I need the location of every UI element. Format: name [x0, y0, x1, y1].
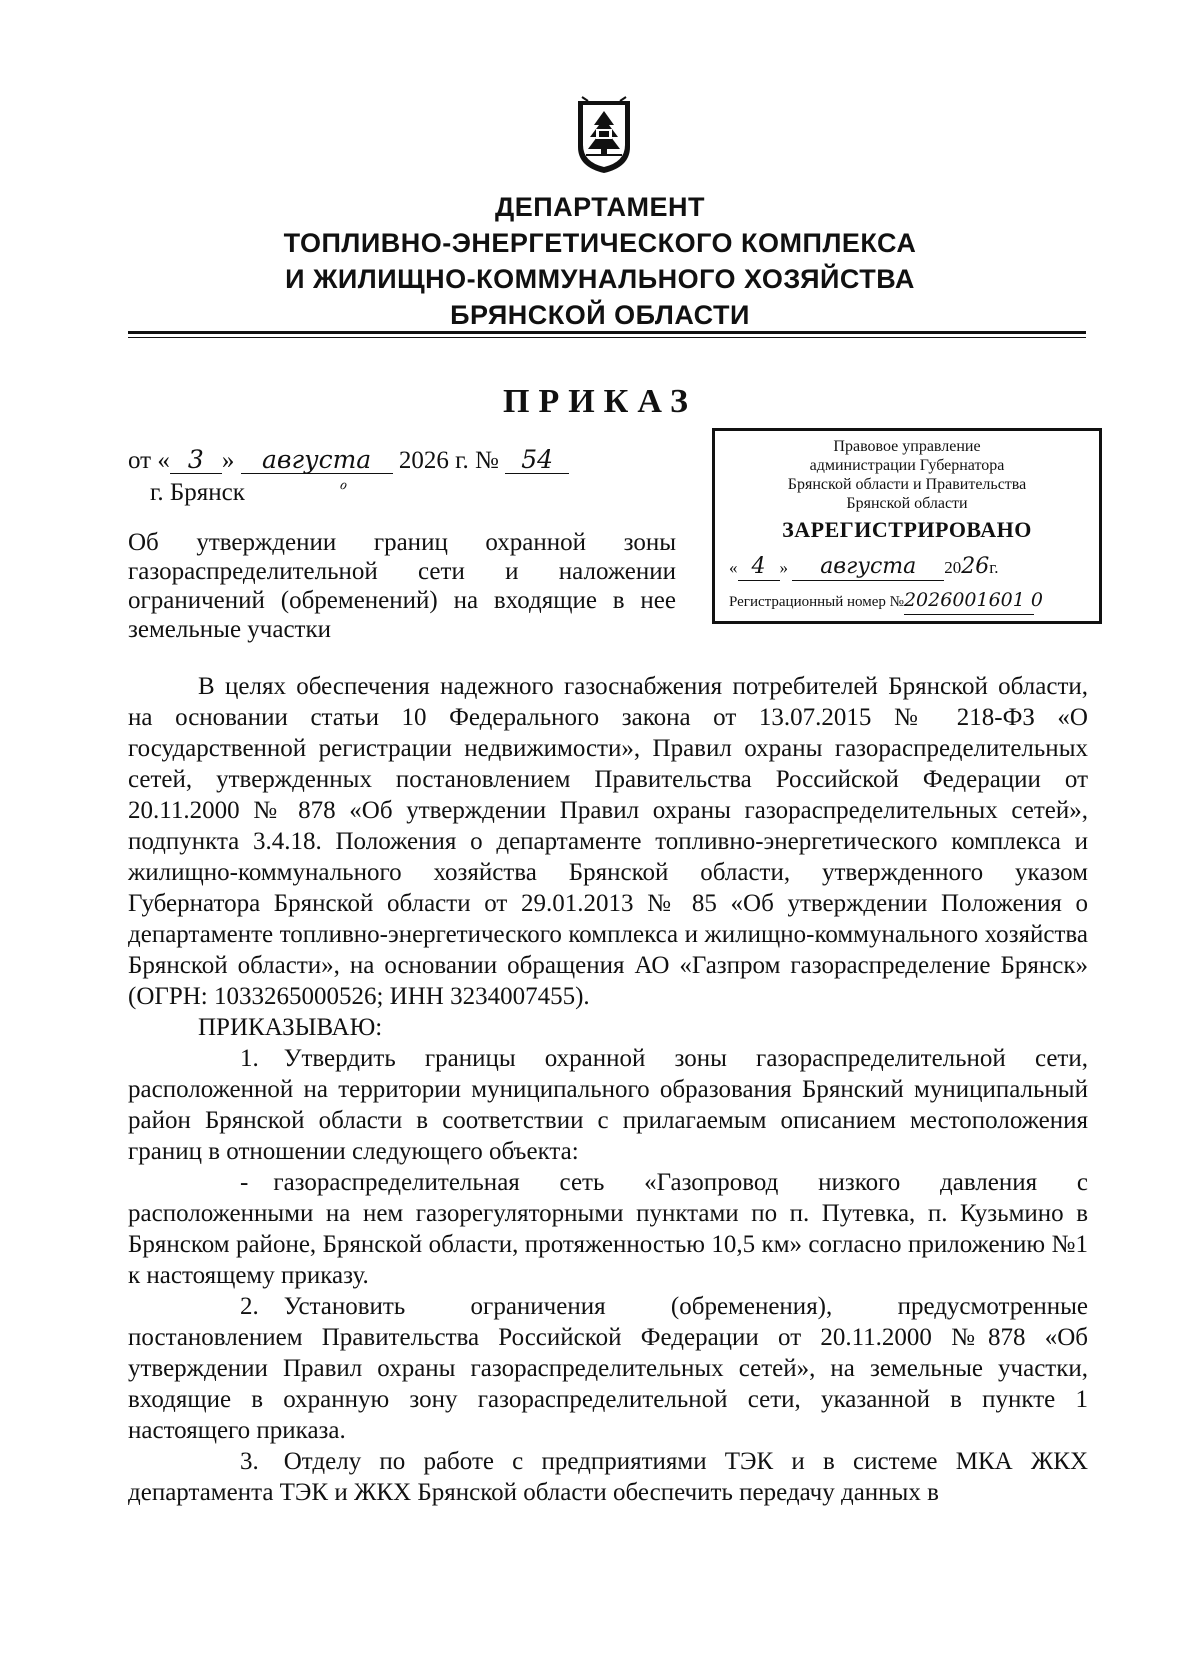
order-year: 2026 г.	[398, 447, 469, 474]
department-line-3: И ЖИЛИЩНО-КОММУНАЛЬНОГО ХОЗЯЙСТВА	[285, 264, 915, 294]
department-line-2: ТОПЛИВНО-ЭНЕРГЕТИЧЕСКОГО КОМПЛЕКСА	[283, 228, 917, 258]
order-city: г. Брянск	[150, 479, 245, 506]
order-date-line	[128, 446, 569, 475]
order-body	[128, 671, 1088, 1508]
order-day: 3	[170, 446, 222, 474]
order-month: августа	[241, 446, 393, 474]
item-2: 2. Установить ограничения (обременения), предусмотренные постановлением Правительства Российской Федерации от 20.11.2000 №878 «Об утверждении Правил охраны газораспределительных сетей», на земельные участки, входящие в охранную зону газораспределительной сети, указанной в пункте 1 настоящего приказа.	[128, 1293, 1088, 1444]
item-1-subitem: - газораспределительная сеть «Газопровод низкого давления с расположенными на нем газорегуляторными пунктами по п. Путевка, п. Кузьмино в Брянском районе, Брянской области, протяженностью 10,5 км» согласно приложению №1 к настоящему приказу.	[128, 1169, 1088, 1289]
stamp-line-4: Брянской области	[846, 495, 968, 512]
preamble-paragraph: В целях обеспечения надежного газоснабжения потребителей Брянской области, на основании статьи 10 Федерального закона от 13.07.2015 № 218-ФЗ «О государственной регистрации недвижимости», Правил охраны газораспределительных сетей, утвержденных постановлением Правительства Российской Федерации от 20.11.2000 № 878 «Об утверждении Правил охраны газораспределительных сетей», подпункта 3.4.18. Положения о департаменте топливно-энергетического комплекса и жилищно-коммунального хозяйства Брянской области, утвержденного указом Губернатора Брянской области от 29.01.2013 № 85 «Об утверждении Положения о департаменте топливно-энергетического комплекса и жилищно-коммунального хозяйства Брянской области», на основании обращения АО «Газпром газораспределение Брянск» (ОГРН: 1033265000526; ИНН 3234007455).	[128, 673, 1088, 1010]
stamp-month: августа	[792, 553, 944, 581]
order-directive: ПРИКАЗЫВАЮ:	[198, 1014, 383, 1041]
handwritten-mark: ℴ	[339, 474, 347, 493]
stamp-reg-label: Регистрационный номер №	[729, 594, 904, 610]
coat-of-arms-emblem	[574, 95, 634, 175]
stamp-year-prefix: 20	[944, 558, 962, 577]
stamp-year-handwritten: 26	[961, 554, 990, 579]
stamp-date-line	[715, 553, 1099, 581]
order-number-label: №	[475, 447, 499, 474]
registration-stamp	[712, 428, 1102, 624]
document-title: ПРИКАЗ	[503, 383, 697, 420]
header-rule-thick	[128, 331, 1086, 334]
header-rule-thin	[128, 337, 1086, 338]
order-quote-close: »	[221, 447, 235, 474]
stamp-status: ЗАРЕГИСТРИРОВАНО	[782, 517, 1032, 542]
department-line-1: ДЕПАРТАМЕНТ	[494, 192, 706, 222]
item-1: 1. Утвердить границы охранной зоны газораспределительной сети, расположенной на территории муниципального образования Брянский муниципальный район Брянской области в соответствии с прилагаемым описанием местоположения границ в отношении следующего объекта:	[128, 1045, 1088, 1165]
stamp-quote-close: »	[779, 558, 788, 577]
stamp-line-3: Брянской области и Правительства	[787, 476, 1027, 493]
stamp-day: 4	[738, 553, 780, 581]
order-from-label: от «	[128, 447, 170, 474]
order-number: 54	[505, 446, 569, 474]
stamp-quote-open: «	[729, 558, 738, 577]
stamp-registration-line	[715, 587, 1099, 615]
order-subject: Об утверждении границ охранной зоны газораспределительной сети и наложении ограничений (обременений) на входящие в нее земельные участки	[128, 529, 676, 643]
stamp-reg-number: 2026001601 0	[904, 587, 1034, 615]
department-line-4: БРЯНСКОЙ ОБЛАСТИ	[450, 300, 750, 330]
item-3: 3. Отделу по работе с предприятиями ТЭК и в системе МКА ЖКХ департамента ТЭК и ЖКХ Брянской области обеспечить передачу данных в	[128, 1448, 1088, 1506]
stamp-line-2: администрации Губернатора	[809, 457, 1005, 474]
stamp-year-suffix: г.	[989, 558, 999, 577]
stamp-line-1: Правовое управление	[833, 438, 981, 455]
department-heading	[120, 189, 1080, 333]
